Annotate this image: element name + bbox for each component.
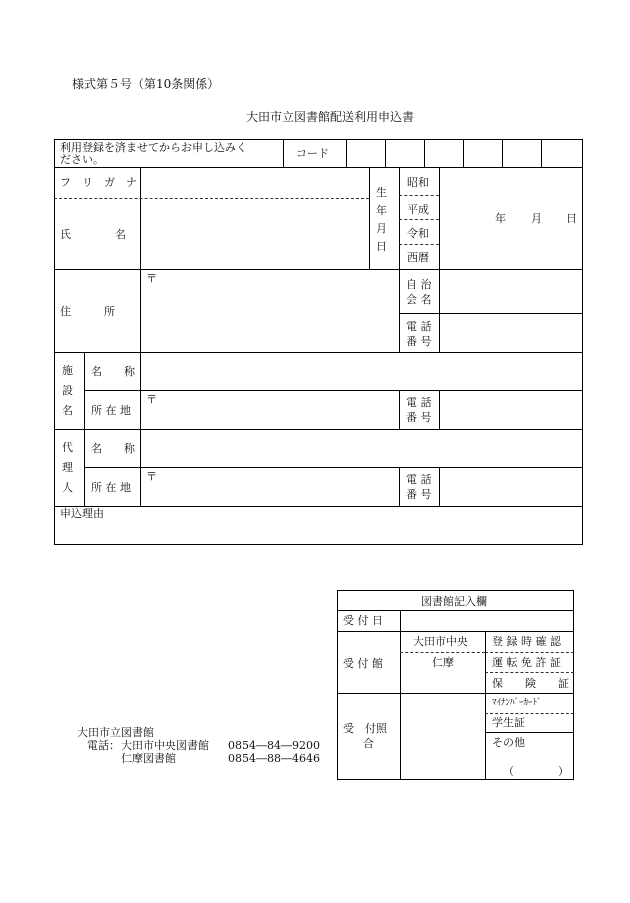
- library-section-title: 図書館記入欄: [421, 595, 487, 608]
- agent-phone-label-1: 電 話: [406, 473, 432, 486]
- agent-postal-mark: 〒: [146, 470, 157, 483]
- agent-phone-input[interactable]: [441, 469, 581, 504]
- contact-org: 大田市立図書館: [77, 726, 154, 739]
- contact-central-name: 大田市中央図書館: [121, 739, 209, 752]
- birth-char-3: 月: [376, 222, 387, 235]
- birth-day-label: 日: [566, 212, 577, 225]
- id-my-number-card[interactable]: ﾏｲﾅﾝﾊﾞｰｶｰﾄﾞ: [492, 698, 542, 708]
- facility-address-label: 所 在 地: [91, 404, 131, 417]
- code-digit-3[interactable]: [425, 140, 463, 166]
- form-number: 様式第５号（第10条関係）: [72, 77, 220, 91]
- era-seireki[interactable]: 西暦: [407, 251, 429, 264]
- received-date-input[interactable]: [402, 612, 572, 630]
- agent-name-input[interactable]: [142, 431, 581, 465]
- contact-central-phone: 0854―84―9200: [228, 739, 320, 752]
- furigana-input[interactable]: [142, 169, 367, 196]
- id-registration-check[interactable]: 登 録 時 確 認: [492, 635, 561, 648]
- birth-month-label: 月: [531, 212, 542, 225]
- jichikai-label-2: 会 名: [406, 293, 432, 306]
- id-student-card[interactable]: 学生証: [492, 716, 525, 729]
- jichikai-label-1: 自 治: [406, 278, 432, 291]
- contact-nima-name: 仁摩図書館: [121, 752, 176, 765]
- code-digit-4[interactable]: [464, 140, 502, 166]
- agent-char-2: 理: [62, 461, 73, 474]
- name-input[interactable]: [142, 200, 367, 267]
- furigana-label: フ リ ガ ナ: [60, 176, 137, 189]
- registration-note: 利用登録を済ませてからお申し込みく: [60, 141, 247, 154]
- form-title: 大田市立図書館配送利用申込書: [246, 110, 415, 124]
- era-reiwa[interactable]: 令和: [407, 227, 429, 240]
- branch-central[interactable]: 大田市中央: [413, 635, 468, 648]
- code-digit-5[interactable]: [503, 140, 541, 166]
- facility-name-label: 名 称: [91, 365, 135, 378]
- birth-char-1: 生: [376, 186, 387, 199]
- agent-address-label: 所 在 地: [91, 481, 131, 494]
- birth-char-2: 年: [376, 204, 387, 217]
- facility-phone-input[interactable]: [441, 392, 581, 427]
- address-label: 住 所: [60, 305, 115, 318]
- phone-label-2: 番 号: [406, 335, 432, 348]
- birth-char-4: 日: [376, 240, 387, 253]
- phone-label-1: 電 話: [406, 320, 432, 333]
- facility-char-1: 施: [62, 364, 73, 377]
- reason-input[interactable]: [56, 520, 581, 543]
- agent-address-input[interactable]: [142, 469, 397, 504]
- received-date-label: 受 付 日: [343, 614, 383, 627]
- jichikai-input[interactable]: [441, 271, 581, 311]
- branch-nima[interactable]: 仁摩: [432, 656, 454, 669]
- registration-note-2: ださい。: [60, 153, 104, 166]
- contact-nima-phone: 0854―88―4646: [228, 752, 320, 765]
- facility-phone-label-1: 電 話: [406, 396, 432, 409]
- id-drivers-license[interactable]: 運 転 免 許 証: [492, 656, 561, 669]
- postal-mark: 〒: [146, 272, 157, 285]
- agent-char-3: 人: [62, 481, 73, 494]
- name-label: 氏 名: [60, 228, 126, 241]
- verification-label-2: 合: [363, 737, 374, 750]
- agent-char-1: 代: [62, 441, 73, 454]
- contact-phone-prefix: 電話：: [87, 739, 120, 752]
- code-digit-2[interactable]: [386, 140, 424, 166]
- birth-date-input[interactable]: [441, 169, 581, 267]
- received-branch-label: 受 付 館: [343, 657, 383, 670]
- code-digit-1[interactable]: [347, 140, 385, 166]
- verification-input[interactable]: [402, 695, 483, 778]
- id-other[interactable]: その他: [492, 736, 525, 749]
- phone-input[interactable]: [441, 315, 581, 350]
- facility-phone-label-2: 番 号: [406, 411, 432, 424]
- facility-char-3: 名: [62, 404, 73, 417]
- reason-label: 申込理由: [60, 507, 104, 520]
- facility-name-input[interactable]: [142, 354, 581, 388]
- code-digit-6[interactable]: [542, 140, 582, 166]
- era-showa[interactable]: 昭和: [407, 176, 429, 189]
- facility-address-input[interactable]: [142, 392, 397, 427]
- birth-year-label: 年: [495, 212, 506, 225]
- verification-label-1: 受 付照: [343, 722, 387, 735]
- address-input[interactable]: [142, 271, 397, 350]
- id-insurance-card[interactable]: 保 険 証: [492, 677, 569, 690]
- facility-postal-mark: 〒: [146, 393, 157, 406]
- agent-phone-label-2: 番 号: [406, 488, 432, 501]
- code-label: コード: [296, 147, 329, 160]
- era-heisei[interactable]: 平成: [407, 203, 429, 216]
- facility-char-2: 設: [62, 384, 73, 397]
- agent-name-label: 名 称: [91, 442, 135, 455]
- id-other-specify[interactable]: （ ）: [503, 765, 569, 778]
